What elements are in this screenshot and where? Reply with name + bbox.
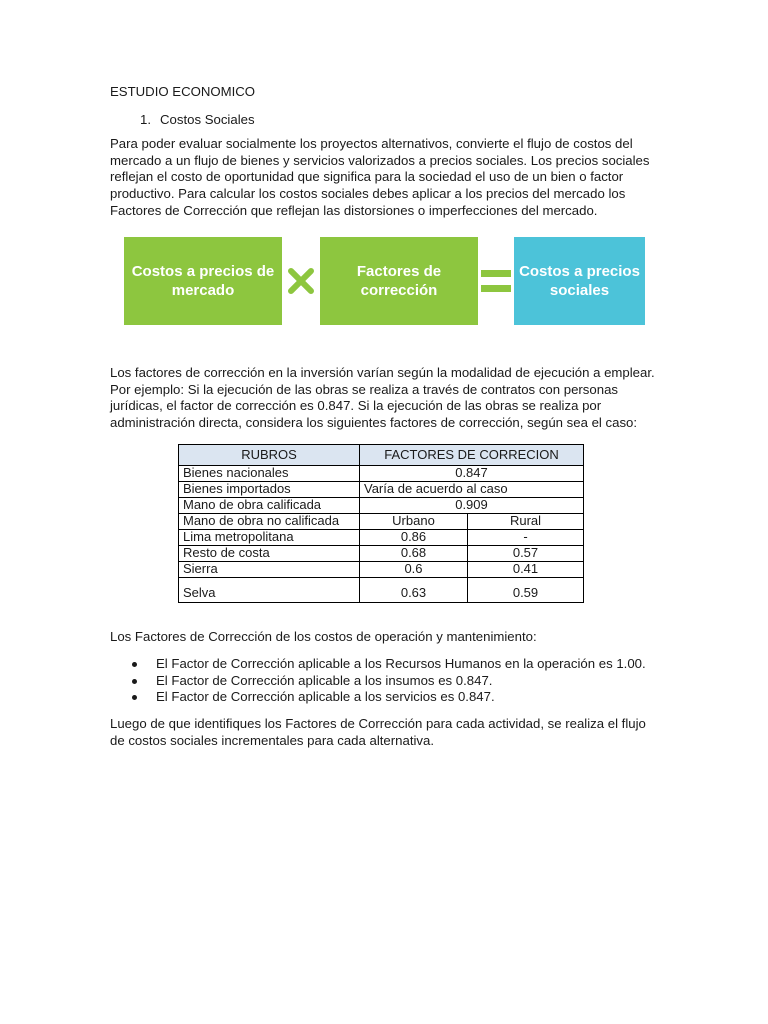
- paragraph-intro: Para poder evaluar socialmente los proyectos alternativos, convierte el flujo de costos del mercado a un flujo de bienes y servicios valorizados a precios sociales. Los precios sociales reflejan el costo de oportunidad que significa para la sociedad el uso de un bien o factor productivo. Para calcular los costos sociales debes aplicar a los precios del mercado los Factores de Corrección que reflejan las distorsiones o imperfecciones del mercado.: [110, 136, 650, 218]
- bullet-icon: [132, 662, 137, 667]
- list-item-text: El Factor de Corrección aplicable a los Recursos Humanos en la operación es 1.00.: [156, 656, 646, 672]
- row-label: Sierra: [179, 561, 360, 577]
- paragraph-conclusion: Luego de que identifiques los Factores de Corrección para cada actividad, se realiza el flujo de costos sociales incrementales para cada alternativa.: [110, 715, 646, 748]
- section-heading: [140, 112, 660, 129]
- paragraph-investment: Los factores de corrección en la inversión varían según la modalidad de ejecución a emplear. Por ejemplo: Si la ejecución de las obras se realiza a través de contratos con personas jurídicas, el factor de corrección es 0.847. Si la ejecución de las obras se realiza por administración directa, considera los siguientes factores de corrección, según sea el caso:: [110, 365, 655, 430]
- cell-rural: -: [468, 529, 584, 545]
- cell-urbano: 0.86: [360, 529, 468, 545]
- row-value: 0.847: [360, 465, 584, 481]
- cell-urbano: 0.63: [360, 577, 468, 602]
- row-label: Lima metropolitana: [179, 529, 360, 545]
- table-row: [179, 561, 584, 577]
- list-item: [156, 656, 660, 673]
- equals-icon: [478, 237, 514, 325]
- row-label: Bienes importados: [179, 481, 360, 497]
- social-cost-box: Costos a precios sociales: [514, 237, 645, 325]
- multiply-icon: [282, 237, 320, 325]
- subheader-urbano: Urbano: [360, 513, 468, 529]
- table-row: [179, 465, 584, 481]
- table-header-row: [179, 444, 584, 465]
- list-item: [156, 673, 660, 690]
- header-factores: FACTORES DE CORRECION: [360, 444, 584, 465]
- paragraph-operation: Los Factores de Corrección de los costos de operación y mantenimiento:: [110, 628, 537, 644]
- cell-urbano: 0.6: [360, 561, 468, 577]
- cost-formula-diagram: [110, 237, 660, 335]
- table-row: [179, 481, 584, 497]
- document-page: [110, 84, 660, 749]
- correction-factors-table: [178, 444, 584, 603]
- row-value: 0.909: [360, 497, 584, 513]
- subheader-rural: Rural: [468, 513, 584, 529]
- cell-rural: 0.41: [468, 561, 584, 577]
- row-label: Bienes nacionales: [179, 465, 360, 481]
- header-rubros: RUBROS: [179, 444, 360, 465]
- section-label: Costos Sociales: [160, 111, 255, 127]
- list-item: [156, 689, 660, 706]
- row-label: Mano de obra calificada: [179, 497, 360, 513]
- table-row: [179, 497, 584, 513]
- row-label: Selva: [179, 577, 360, 602]
- row-value: Varía de acuerdo al caso: [360, 481, 584, 497]
- bullet-icon: [132, 695, 137, 700]
- table-row: [179, 545, 584, 561]
- table-row: [179, 529, 584, 545]
- table-row: [179, 577, 584, 602]
- list-item-text: El Factor de Corrección aplicable a los insumos es 0.847.: [156, 672, 493, 688]
- correction-factor-box: Factores de corrección: [320, 237, 478, 325]
- table-row: [179, 513, 584, 529]
- row-label: Mano de obra no calificada: [179, 513, 360, 529]
- market-cost-box: Costos a precios de mercado: [124, 237, 282, 325]
- row-label: Resto de costa: [179, 545, 360, 561]
- cell-rural: 0.59: [468, 577, 584, 602]
- cell-urbano: 0.68: [360, 545, 468, 561]
- list-item-text: El Factor de Corrección aplicable a los servicios es 0.847.: [156, 689, 495, 705]
- cell-rural: 0.57: [468, 545, 584, 561]
- bullet-icon: [132, 679, 137, 684]
- bullet-list: [110, 656, 660, 706]
- section-number: 1.: [140, 111, 151, 127]
- document-title: ESTUDIO ECONOMICO: [110, 84, 256, 99]
